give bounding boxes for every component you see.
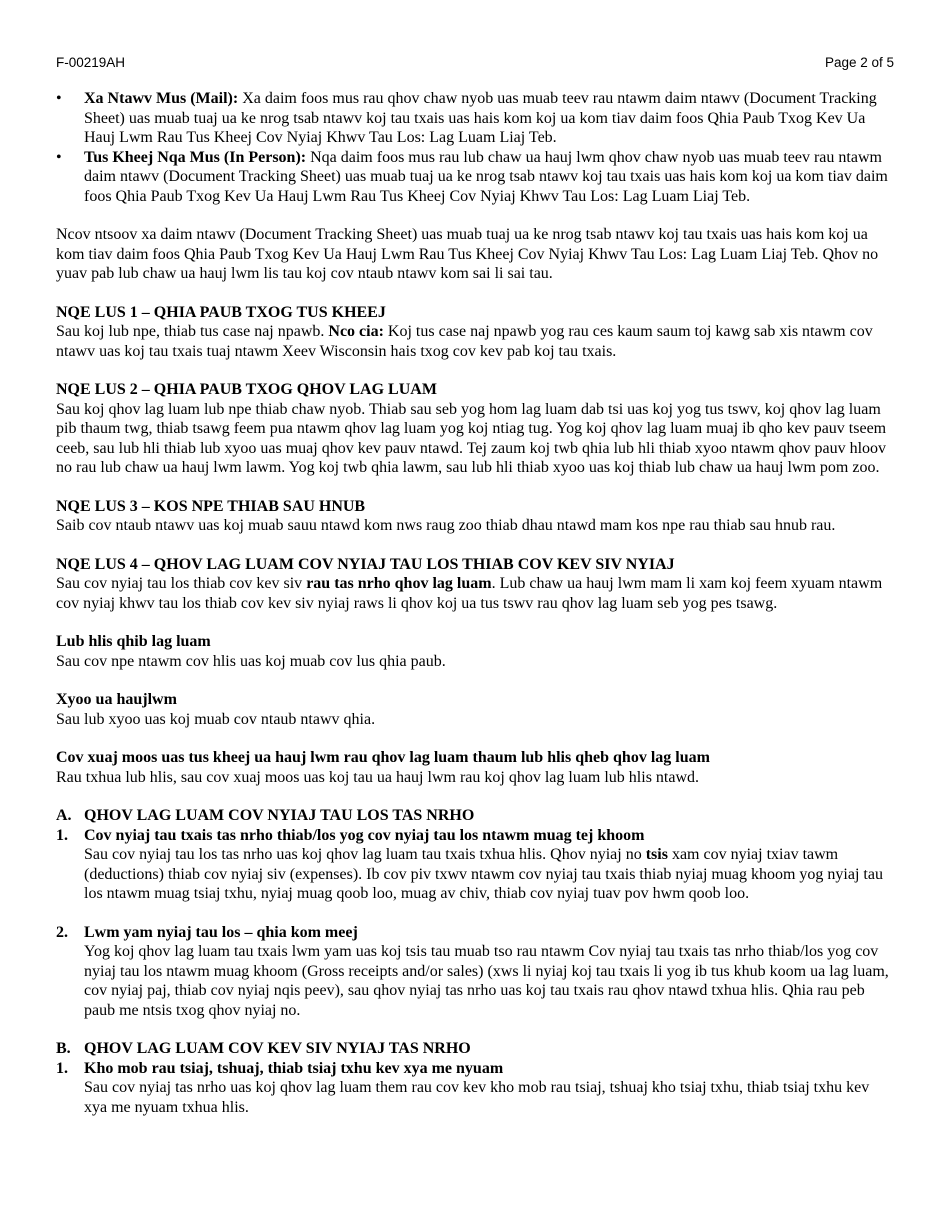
work-year-text: Sau lub xyoo uas koj muab cov ntaub ntawv qhia. — [56, 710, 376, 728]
item-title: Kho mob rau tsiaj, tshuaj, thiab tsiaj txhu kev xya me nyuam — [84, 1059, 504, 1077]
item-title: Lwm yam nyiaj tau los – qhia kom meej — [84, 923, 358, 941]
section-3-text: Saib cov ntaub ntawv uas koj muab sauu ntawd kom nws raug zoo thiab dhau ntawd mam kos npe rau thiab sau hnub rau. — [56, 517, 836, 534]
item-text: Yog koj qhov lag luam tau txais lwm yam uas koj tsis tau muab tso rau ntawm Cov nyiaj tau txais tas nrho thiab/los yog cov nyiaj tau los ntawm muag khoom (Gross receipts and/or sales) (xws li nyiaj koj tau txais li yog ib tus khub koom ua lag luam, cov nyiaj paj, thiab cov nyiaj nqis peev), sau qhov nyiaj tas nrho uas koj tau txais rau qhov ntawd txhua hlis. Qhia rau peb paub me ntsis txog qhov nyiaj no. — [84, 943, 889, 1019]
section-1-title: NQE LUS 1 – QHIA PAUB TXOG TUS KHEEJ — [56, 303, 386, 321]
item-text: Sau cov nyiaj tas nrho uas koj qhov lag luam them rau cov kev kho mob rau tsiaj, tshuaj kho tsiaj txhu, thiab tsiaj txhu kev xya me nyuam txhua hlis. — [84, 1079, 870, 1116]
section-4-text: Sau cov nyiaj tau los thiab cov kev siv rau tas nrho qhov lag luam. Lub chaw ua hauj lwm mam li xam koj feem xyuam ntawm cov nyiaj khwv tau los thiab cov kev siv nyiaj raws li qhov koj ua tus tswv rau qhov lag luam seb yog pes tsawg. — [56, 575, 883, 612]
page-number: Page 2 of 5 — [824, 55, 894, 70]
item-text: Sau cov nyiaj tau los tas nrho uas koj qhov lag luam tau txais txhua hlis. Qhov nyiaj no tsis xam cov nyiaj txiav tawm (deductions) thiab cov nyiaj siv (expenses). Ib cov piv txwv ntawm cov nyiaj tau txais thiab nyiaj muag khoom yog nyiaj tau los ntawm muag tsiaj txhu, nyiaj muag qoob loo, muag av chiv, thiab cov nyiaj tuav pov hwm qoob loo. — [84, 846, 883, 902]
bullet-in-person — [56, 148, 894, 207]
section-2-title: NQE LUS 2 – QHIA PAUB TXOG QHOV LAG LUAM — [56, 381, 437, 398]
section-1-text: Sau koj lub npe, thiab tus case naj npawb. Nco cia: Koj tus case naj npawb yog rau ces kaum saum toj kawg sab xis ntawm cov ntawv uas koj tau txais tuaj ntawm Xeev Wisconsin hais txog cov kev pab koj tau txais. — [56, 323, 873, 360]
bullet-icon: • — [56, 148, 62, 166]
intro-paragraph: Ncov ntsoov xa daim ntawv (Document Tracking Sheet) uas muab tuaj ua ke nrog tsab ntawv koj tau txais uas hais kom koj ua kom tiav daim foos Qhia Paub Txog Kev Ua Hauj Lwm Rau Tus Kheej Cov Nyiaj Khwv Tau Los: Lag Luam Liaj Teb. Qhov no yuav pab lub chaw ua hauj lwm lis tau koj cov ntaub ntawv kom sai li sai tau. — [56, 226, 879, 282]
page-header — [56, 55, 894, 89]
item-title: Cov nyiaj tau txais tas nrho thiab/los yog cov nyiaj tau los ntawm muag tej khoom — [84, 826, 645, 844]
part-a-item-2: 2. Lwm yam nyiaj tau los – qhia kom meej Yog koj qhov lag luam tau txais lwm yam uas koj tsis tau muab tso rau ntawm Cov nyiaj tau txais tas nrho thiab/los yog cov nyiaj tau los ntawm muag khoom (Gross receipts and/or sales) (xws li nyiaj koj tau txais li yog ib tus khub koom ua lag luam, cov nyiaj paj, thiab cov nyiaj nqis peev), sau qhov nyiaj tas nrho uas koj tau txais rau qhov ntawd txhua hlis. Qhia rau peb paub me ntsis txog qhov nyiaj no. — [56, 923, 894, 1021]
part-b-item-1: 1. Kho mob rau tsiaj, tshuaj, thiab tsiaj txhu kev xya me nyuam Sau cov nyiaj tas nrho uas koj qhov lag luam them rau cov kev kho mob rau tsiaj, tshuaj kho tsiaj txhu, thiab tsiaj txhu kev xya me nyuam txhua hlis. — [56, 1059, 894, 1118]
hours-worked-title: Cov xuaj moos uas tus kheej ua hauj lwm rau qhov lag luam thaum lub hlis qheb qhov lag luam — [56, 749, 710, 766]
section-4-title: NQE LUS 4 – QHOV LAG LUAM COV NYIAJ TAU LOS THIAB COV KEV SIV NYIAJ — [56, 555, 675, 573]
bullet-text: Nqa daim foos mus rau lub chaw ua hauj lwm qhov chaw nyob uas muab teev rau ntawm daim ntawv (Document Tracking Sheet) uas muab tuaj ua ke nrog tsab ntawv koj tau txais uas hais kom koj ua kom tiav daim foos Qhia Paub Txog Kev Ua Hauj Lwm Rau Tus Kheej Cov Nyiaj Khwv Tau Los: Lag Luam Liaj Teb. — [84, 148, 888, 205]
bullet-mail — [56, 89, 894, 148]
bullet-text: Xa daim foos mus rau qhov chaw nyob uas muab teev rau ntawm daim ntawv (Document Tracking Sheet) uas muab tuaj ua ke nrog tsab ntawv koj tau txais uas hais kom koj ua kom tiav daim foos Qhia Paub Txog Kev Ua Hauj Lwm Rau Tus Kheej Cov Nyiaj Khwv Tau Los: Lag Luam Liaj Teb. — [84, 90, 877, 146]
hours-worked-text: Rau txhua lub hlis, sau cov xuaj moos uas koj tau ua hauj lwm rau koj qhov lag luam lub hlis ntawd. — [56, 768, 700, 786]
bullet-icon: • — [56, 90, 62, 107]
months-open-text: Sau cov npe ntawm cov hlis uas koj muab cov lus qhia paub. — [56, 652, 446, 670]
part-a-heading: A. QHOV LAG LUAM COV NYIAJ TAU LOS TAS NRHO — [56, 807, 475, 824]
document-body — [56, 89, 894, 1117]
section-2-text: Sau koj qhov lag luam lub npe thiab chaw nyob. Thiab sau seb yog hom lag luam dab tsi uas koj yog tus tswv, koj qhov lag luam pib thaum twg, thiab tsawg feem pua ntawm qhov lag luam yog koj ntiag tug. Yog koj qhov lag luam muaj ib qho kev pauv tseem ceeb, sau lub hli thiab lub xyoo uas muaj qhov kev pauv ntawd. Tej zaum koj twb qhia lub hli thiab xyoo ntawm qhov pauv hloov no rau lub chaw ua hauj lwm lawm. Yog koj twb qhia lawm, sau lub hli thiab xyoo uas koj thiab lub chaw ua hauj lwm pom zoo. — [56, 400, 887, 476]
work-year-title: Xyoo ua haujlwm — [56, 691, 177, 708]
months-open-title: Lub hlis qhib lag luam — [56, 633, 211, 650]
part-b-heading: B. QHOV LAG LUAM COV KEV SIV NYIAJ TAS NRHO — [56, 1040, 471, 1057]
bullet-label: Xa Ntawv Mus (Mail): — [84, 90, 239, 107]
part-a-item-1: 1. Cov nyiaj tau txais tas nrho thiab/los yog cov nyiaj tau los ntawm muag tej khoom Sau cov nyiaj tau los tas nrho uas koj qhov lag luam tau txais txhua hlis. Qhov nyiaj no tsis xam cov nyiaj txiav tawm (deductions) thiab cov nyiaj siv (expenses). Ib cov piv txwv ntawm cov nyiaj tau txais thiab nyiaj muag khoom yog nyiaj tau los ntawm muag tsiaj txhu, nyiaj muag qoob loo, muag av chiv, thiab cov nyiaj tuav pov hwm qoob loo. — [56, 826, 894, 904]
form-id: F-00219AH — [56, 55, 126, 70]
bullet-label: Tus Kheej Nqa Mus (In Person): — [84, 148, 307, 166]
section-3-title: NQE LUS 3 – KOS NPE THIAB SAU HNUB — [56, 497, 366, 515]
